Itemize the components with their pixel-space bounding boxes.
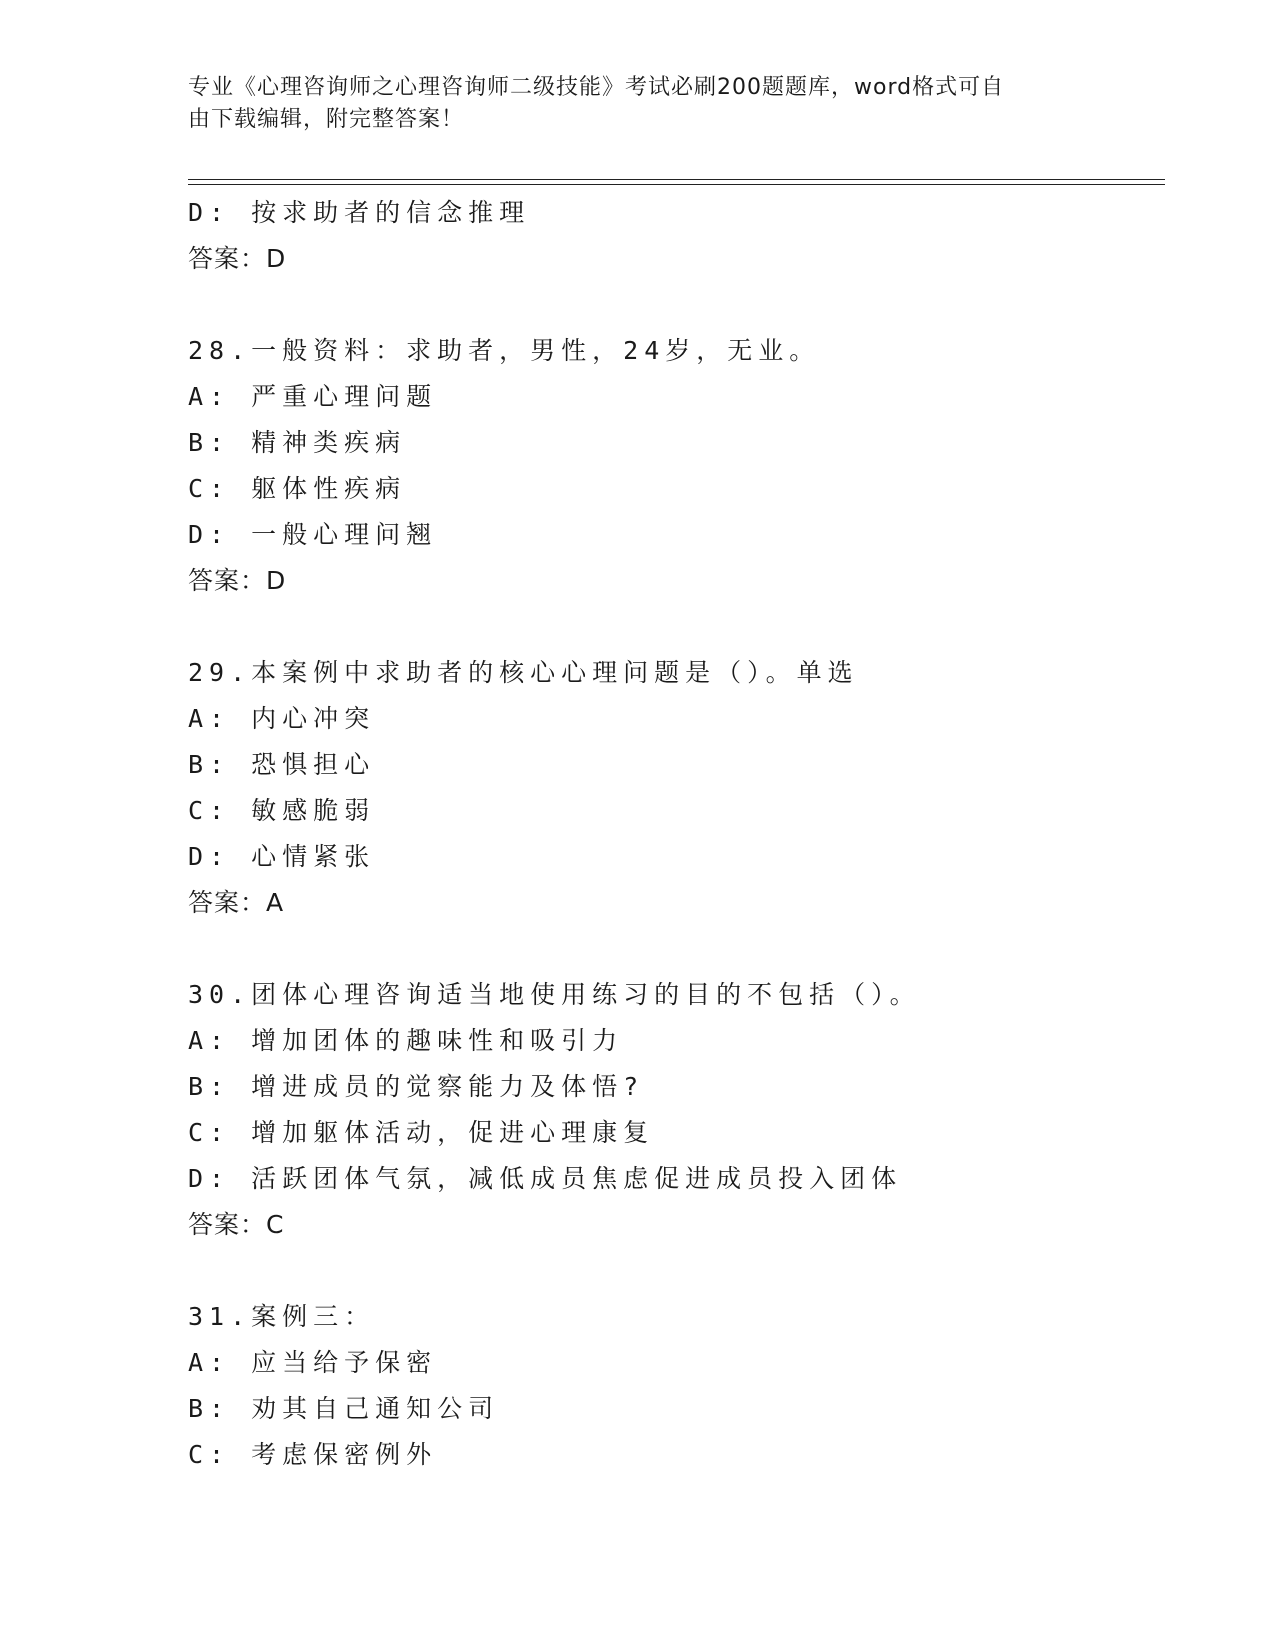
header-line-2: 由下载编辑，附完整答案！	[188, 107, 465, 132]
header-divider-bottom	[188, 184, 1165, 185]
option-line: A: 应当给予保密	[188, 1348, 438, 1377]
option-line: C: 考虑保密例外	[188, 1440, 438, 1469]
question-list	[188, 190, 1165, 1478]
option-line: B: 恐惧担心	[188, 750, 376, 779]
question-block	[188, 972, 1165, 1248]
answer-line: 答案：D	[188, 566, 287, 595]
question-title: 31.案例三：	[188, 1302, 376, 1331]
option-line: D: 按求助者的信念推理	[188, 198, 531, 227]
option-line: B: 增进成员的觉察能力及体悟?	[188, 1072, 645, 1101]
question-block	[188, 650, 1165, 926]
option-line: D: 一般心理问翘	[188, 520, 438, 549]
header-line-1: 专业《心理咨询师之心理咨询师二级技能》考试必刷200题题库，word格式可自	[188, 75, 1005, 100]
question-title: 28.一般资料：求助者，男性，24岁，无业。	[188, 336, 821, 365]
option-line: A: 内心冲突	[188, 704, 376, 733]
question-title: 29.本案例中求助者的核心心理问题是（）。单选	[188, 658, 859, 687]
option-line: C: 躯体性疾病	[188, 474, 407, 503]
header-divider-top	[188, 179, 1165, 180]
answer-line: 答案：A	[188, 888, 285, 917]
option-line: A: 增加团体的趣味性和吸引力	[188, 1026, 624, 1055]
question-block	[188, 190, 1165, 282]
option-line: C: 敏感脆弱	[188, 796, 376, 825]
question-block	[188, 328, 1165, 604]
answer-line: 答案：C	[188, 1210, 285, 1239]
option-line: D: 心情紧张	[188, 842, 376, 871]
option-line: B: 精神类疾病	[188, 428, 407, 457]
question-title: 30.团体心理咨询适当地使用练习的目的不包括（）。	[188, 980, 921, 1009]
question-block	[188, 1294, 1165, 1478]
option-line: B: 劝其自己通知公司	[188, 1394, 500, 1423]
answer-line: 答案：D	[188, 244, 287, 273]
document-header	[188, 72, 1068, 136]
option-line: C: 增加躯体活动，促进心理康复	[188, 1118, 655, 1147]
option-line: A: 严重心理问题	[188, 382, 438, 411]
option-line: D: 活跃团体气氛，减低成员焦虑促进成员投入团体	[188, 1164, 903, 1193]
